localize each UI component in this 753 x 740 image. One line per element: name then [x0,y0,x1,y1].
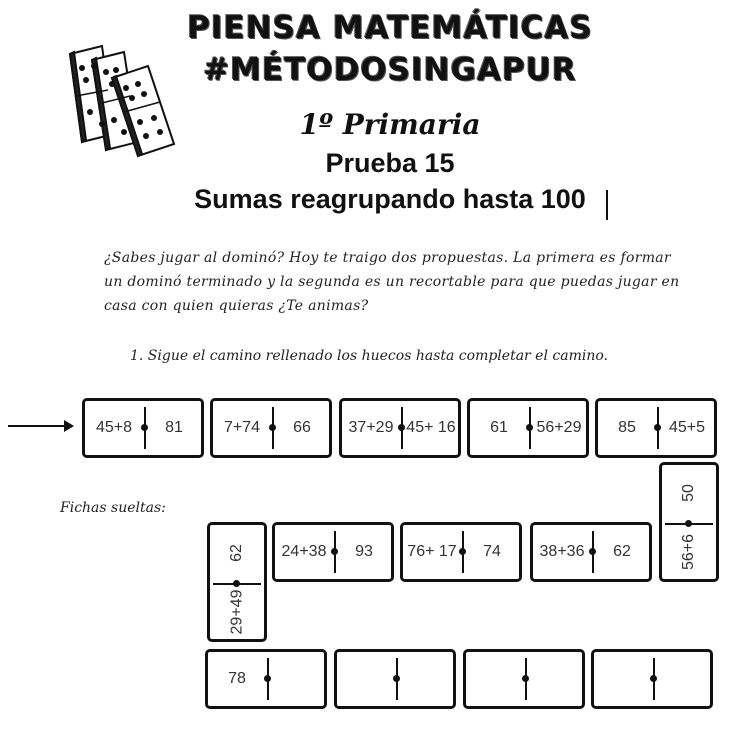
domino-value: 45+8 [95,419,133,436]
domino-value: 81 [165,419,183,436]
domino-value: 85 [618,419,636,436]
domino-vertical-left [207,522,267,642]
title-line-1: PIENSA MATEMÁTICAS [187,10,593,46]
title-line-2: #MÉTODOSINGAPUR [203,52,577,88]
domino-row2-1 [272,522,394,582]
domino-value-wrap [210,525,264,581]
domino-value: 78 [228,670,246,687]
grade-label: 1º Primaria [299,108,481,141]
domino-value: 37+29 [348,419,394,436]
domino-blank [528,652,582,706]
instruction-text: 1. Sigue el camino rellenado los huecos hasta completar el camino. [130,348,608,364]
domino-blank [656,652,710,706]
domino-value: 50 [679,484,697,502]
domino-value: 74 [483,543,501,560]
domino-vertical-right [659,462,719,582]
domino-row1-1 [82,398,204,458]
domino-value: 45+ 16 [406,419,456,436]
arrow-head-icon [64,420,74,432]
domino-value: 66 [293,419,311,436]
domino-value: 38+36 [539,543,585,560]
domino-row2-2 [400,522,522,582]
domino-row1-3 [339,398,461,458]
domino-value: 62 [613,543,631,560]
domino-value: 93 [355,543,373,560]
domino-row3-4 [591,649,713,709]
domino-value: 56+29 [536,419,582,436]
domino-value: 24+38 [281,543,327,560]
fichas-sueltas-label: Fichas sueltas: [60,500,166,516]
domino-value: 56+6 [679,533,697,571]
domino-value-wrap [210,585,264,639]
domino-value: 45+5 [668,419,706,436]
test-label: Prueba 15 [325,148,455,178]
domino-value-wrap [662,525,716,579]
domino-blank [270,652,324,706]
text-cursor [606,190,608,220]
domino-value: 7+74 [223,419,261,436]
domino-row1-5 [595,398,717,458]
intro-paragraph: ¿Sabes jugar al dominó? Hoy te traigo dos propuestas. La primera es formar un dominó terminado y la segunda es un recortable para que puedas jugar en casa con quien quieras ¿Te animas? [104,250,680,314]
domino-value-wrap [662,465,716,521]
domino-row1-2 [210,398,332,458]
start-arrow [8,425,70,427]
domino-value: 61 [490,419,508,436]
domino-row3-1 [205,649,327,709]
domino-value: 76+ 17 [407,543,457,560]
domino-value: 29+49 [228,589,245,635]
domino-blank [337,652,395,706]
topic-title[interactable]: Sumas reagrupando hasta 100 [194,184,586,214]
domino-row3-3 [463,649,585,709]
domino-row1-4 [467,398,589,458]
domino-value: 62 [227,544,245,562]
domino-blank [466,652,524,706]
domino-row3-2 [334,649,456,709]
domino-row2-3 [530,522,652,582]
domino-blank [399,652,453,706]
domino-blank [594,652,652,706]
